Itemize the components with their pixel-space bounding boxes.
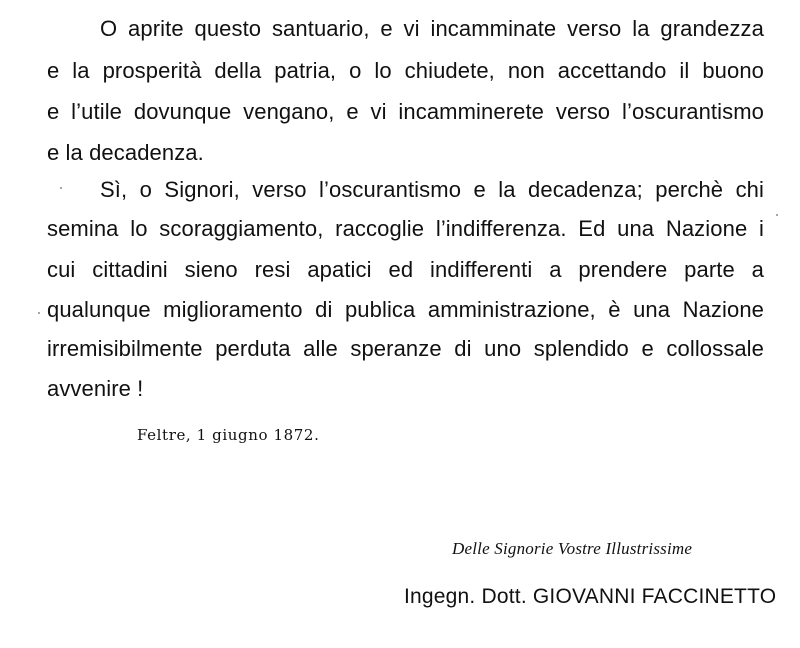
body-line-10: avvenire ! — [47, 376, 144, 401]
paper-speck — [60, 187, 62, 189]
body-line-8: qualunque miglioramento di publica amministrazione, è una Nazione — [47, 297, 764, 322]
body-line-9: irremisibilmente perduta alle speranze di uno splendido e collossale — [47, 336, 764, 361]
signature: Ingegn. Dott. GIOVANNI FACCINETTO — [404, 585, 777, 608]
body-line-3: e l’utile dovunque vengano, e vi incamminerete verso l’oscurantismo — [47, 99, 764, 124]
paper-speck — [776, 214, 778, 216]
body-line-7: cui cittadini sieno resi apatici ed indifferenti a prendere parte a — [47, 257, 764, 282]
salutation: Delle Signorie Vostre Illustrissime — [452, 539, 693, 558]
body-line-6: semina lo scoraggiamento, raccoglie l’indifferenza. Ed una Nazione i — [47, 216, 764, 241]
body-line-1: O aprite questo santuario, e vi incamminate verso la grandezza — [100, 16, 764, 41]
dateline: Feltre, 1 giugno 1872. — [137, 426, 320, 444]
paper-speck — [38, 312, 40, 314]
body-line-5: Sì, o Signori, verso l’oscurantismo e la decadenza; perchè chi — [100, 177, 764, 202]
body-line-2: e la prosperità della patria, o lo chiudete, non accettando il buono — [47, 58, 764, 83]
body-line-4: e la decadenza. — [47, 140, 204, 165]
